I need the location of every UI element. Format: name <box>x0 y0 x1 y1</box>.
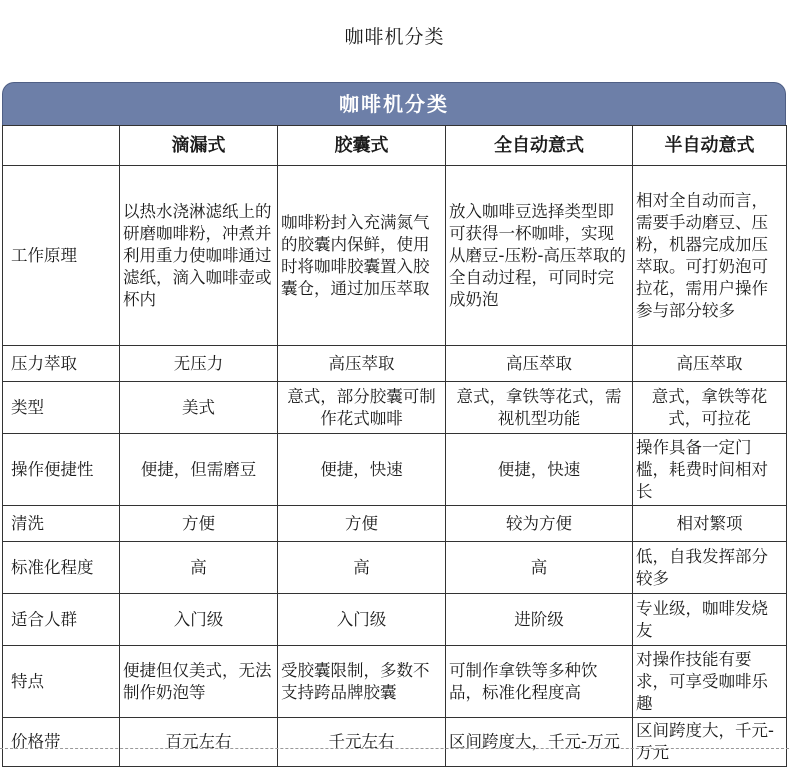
table-cell: 高 <box>446 542 633 594</box>
table-cell: 相对繁项 <box>633 506 787 542</box>
table-banner: 咖啡机分类 <box>2 82 786 125</box>
row-label: 价格带 <box>3 718 120 767</box>
table-cell: 受胶囊限制，多数不支持跨品牌胶囊 <box>278 646 446 718</box>
table-cell: 意式，拿铁等花式，可拉花 <box>633 382 787 434</box>
table-cell: 百元左右 <box>120 718 278 767</box>
row-label: 类型 <box>3 382 120 434</box>
table-cell: 方便 <box>278 506 446 542</box>
table-cell: 便捷，但需磨豆 <box>120 434 278 506</box>
row-label: 标准化程度 <box>3 542 120 594</box>
table-cell: 较为方便 <box>446 506 633 542</box>
row-label: 特点 <box>3 646 120 718</box>
table-cell: 便捷，快速 <box>278 434 446 506</box>
table-row <box>3 346 787 382</box>
col-header-capsule: 胶囊式 <box>278 126 446 166</box>
table-row <box>3 382 787 434</box>
table-cell: 高压萃取 <box>278 346 446 382</box>
table-cell: 方便 <box>120 506 278 542</box>
table-cell: 操作具备一定门槛，耗费时间相对长 <box>633 434 787 506</box>
row-label: 工作原理 <box>3 166 120 346</box>
table-cell: 入门级 <box>120 594 278 646</box>
table-cell: 可制作拿铁等多种饮品，标准化程度高 <box>446 646 633 718</box>
table-cell: 以热水浇淋滤纸上的研磨咖啡粉，冲煮并利用重力使咖啡通过滤纸，滴入咖啡壶或杯内 <box>120 166 278 346</box>
table-cell: 无压力 <box>120 346 278 382</box>
table-cell: 区间跨度大，千元-万元 <box>633 718 787 767</box>
table-cell: 对操作技能有要求，可享受咖啡乐趣 <box>633 646 787 718</box>
table-cell: 高 <box>278 542 446 594</box>
table-row <box>3 718 787 767</box>
table-header-row <box>3 126 787 166</box>
table-cell: 意式，拿铁等花式，需视机型功能 <box>446 382 633 434</box>
table-cell: 便捷，快速 <box>446 434 633 506</box>
table-cell: 千元左右 <box>278 718 446 767</box>
table-row <box>3 434 787 506</box>
comparison-table <box>2 82 786 767</box>
table-cell: 低，自我发挥部分较多 <box>633 542 787 594</box>
row-label: 清洗 <box>3 506 120 542</box>
bottom-divider <box>0 748 789 754</box>
row-label: 操作便捷性 <box>3 434 120 506</box>
table-cell: 意式，部分胶囊可制作花式咖啡 <box>278 382 446 434</box>
table-cell: 便捷但仅美式，无法制作奶泡等 <box>120 646 278 718</box>
table-cell: 高 <box>120 542 278 594</box>
table-cell: 区间跨度大，千元-万元 <box>446 718 633 767</box>
table-row <box>3 542 787 594</box>
col-header-semi-auto: 半自动意式 <box>633 126 787 166</box>
table-row <box>3 166 787 346</box>
col-header-full-auto: 全自动意式 <box>446 126 633 166</box>
coffee-machine-table <box>2 125 787 767</box>
row-label: 适合人群 <box>3 594 120 646</box>
table-cell: 进阶级 <box>446 594 633 646</box>
corner-cell <box>3 126 120 166</box>
page-title: 咖啡机分类 <box>344 26 445 48</box>
table-cell: 高压萃取 <box>633 346 787 382</box>
table-cell: 专业级，咖啡发烧友 <box>633 594 787 646</box>
table-row <box>3 594 787 646</box>
table-cell: 入门级 <box>278 594 446 646</box>
table-row <box>3 646 787 718</box>
col-header-drip: 滴漏式 <box>120 126 278 166</box>
table-cell: 放入咖啡豆选择类型即可获得一杯咖啡，实现从磨豆-压粉-高压萃取的全自动过程，可同时完成奶泡 <box>446 166 633 346</box>
table-row <box>3 506 787 542</box>
table-cell: 高压萃取 <box>446 346 633 382</box>
table-cell: 咖啡粉封入充满氮气的胶囊内保鲜，使用时将咖啡胶囊置入胶囊仓，通过加压萃取 <box>278 166 446 346</box>
row-label: 压力萃取 <box>3 346 120 382</box>
table-cell: 相对全自动而言，需要手动磨豆、压粉，机器完成加压萃取。可打奶泡可拉花，需用户操作参与部分较多 <box>633 166 787 346</box>
table-cell: 美式 <box>120 382 278 434</box>
